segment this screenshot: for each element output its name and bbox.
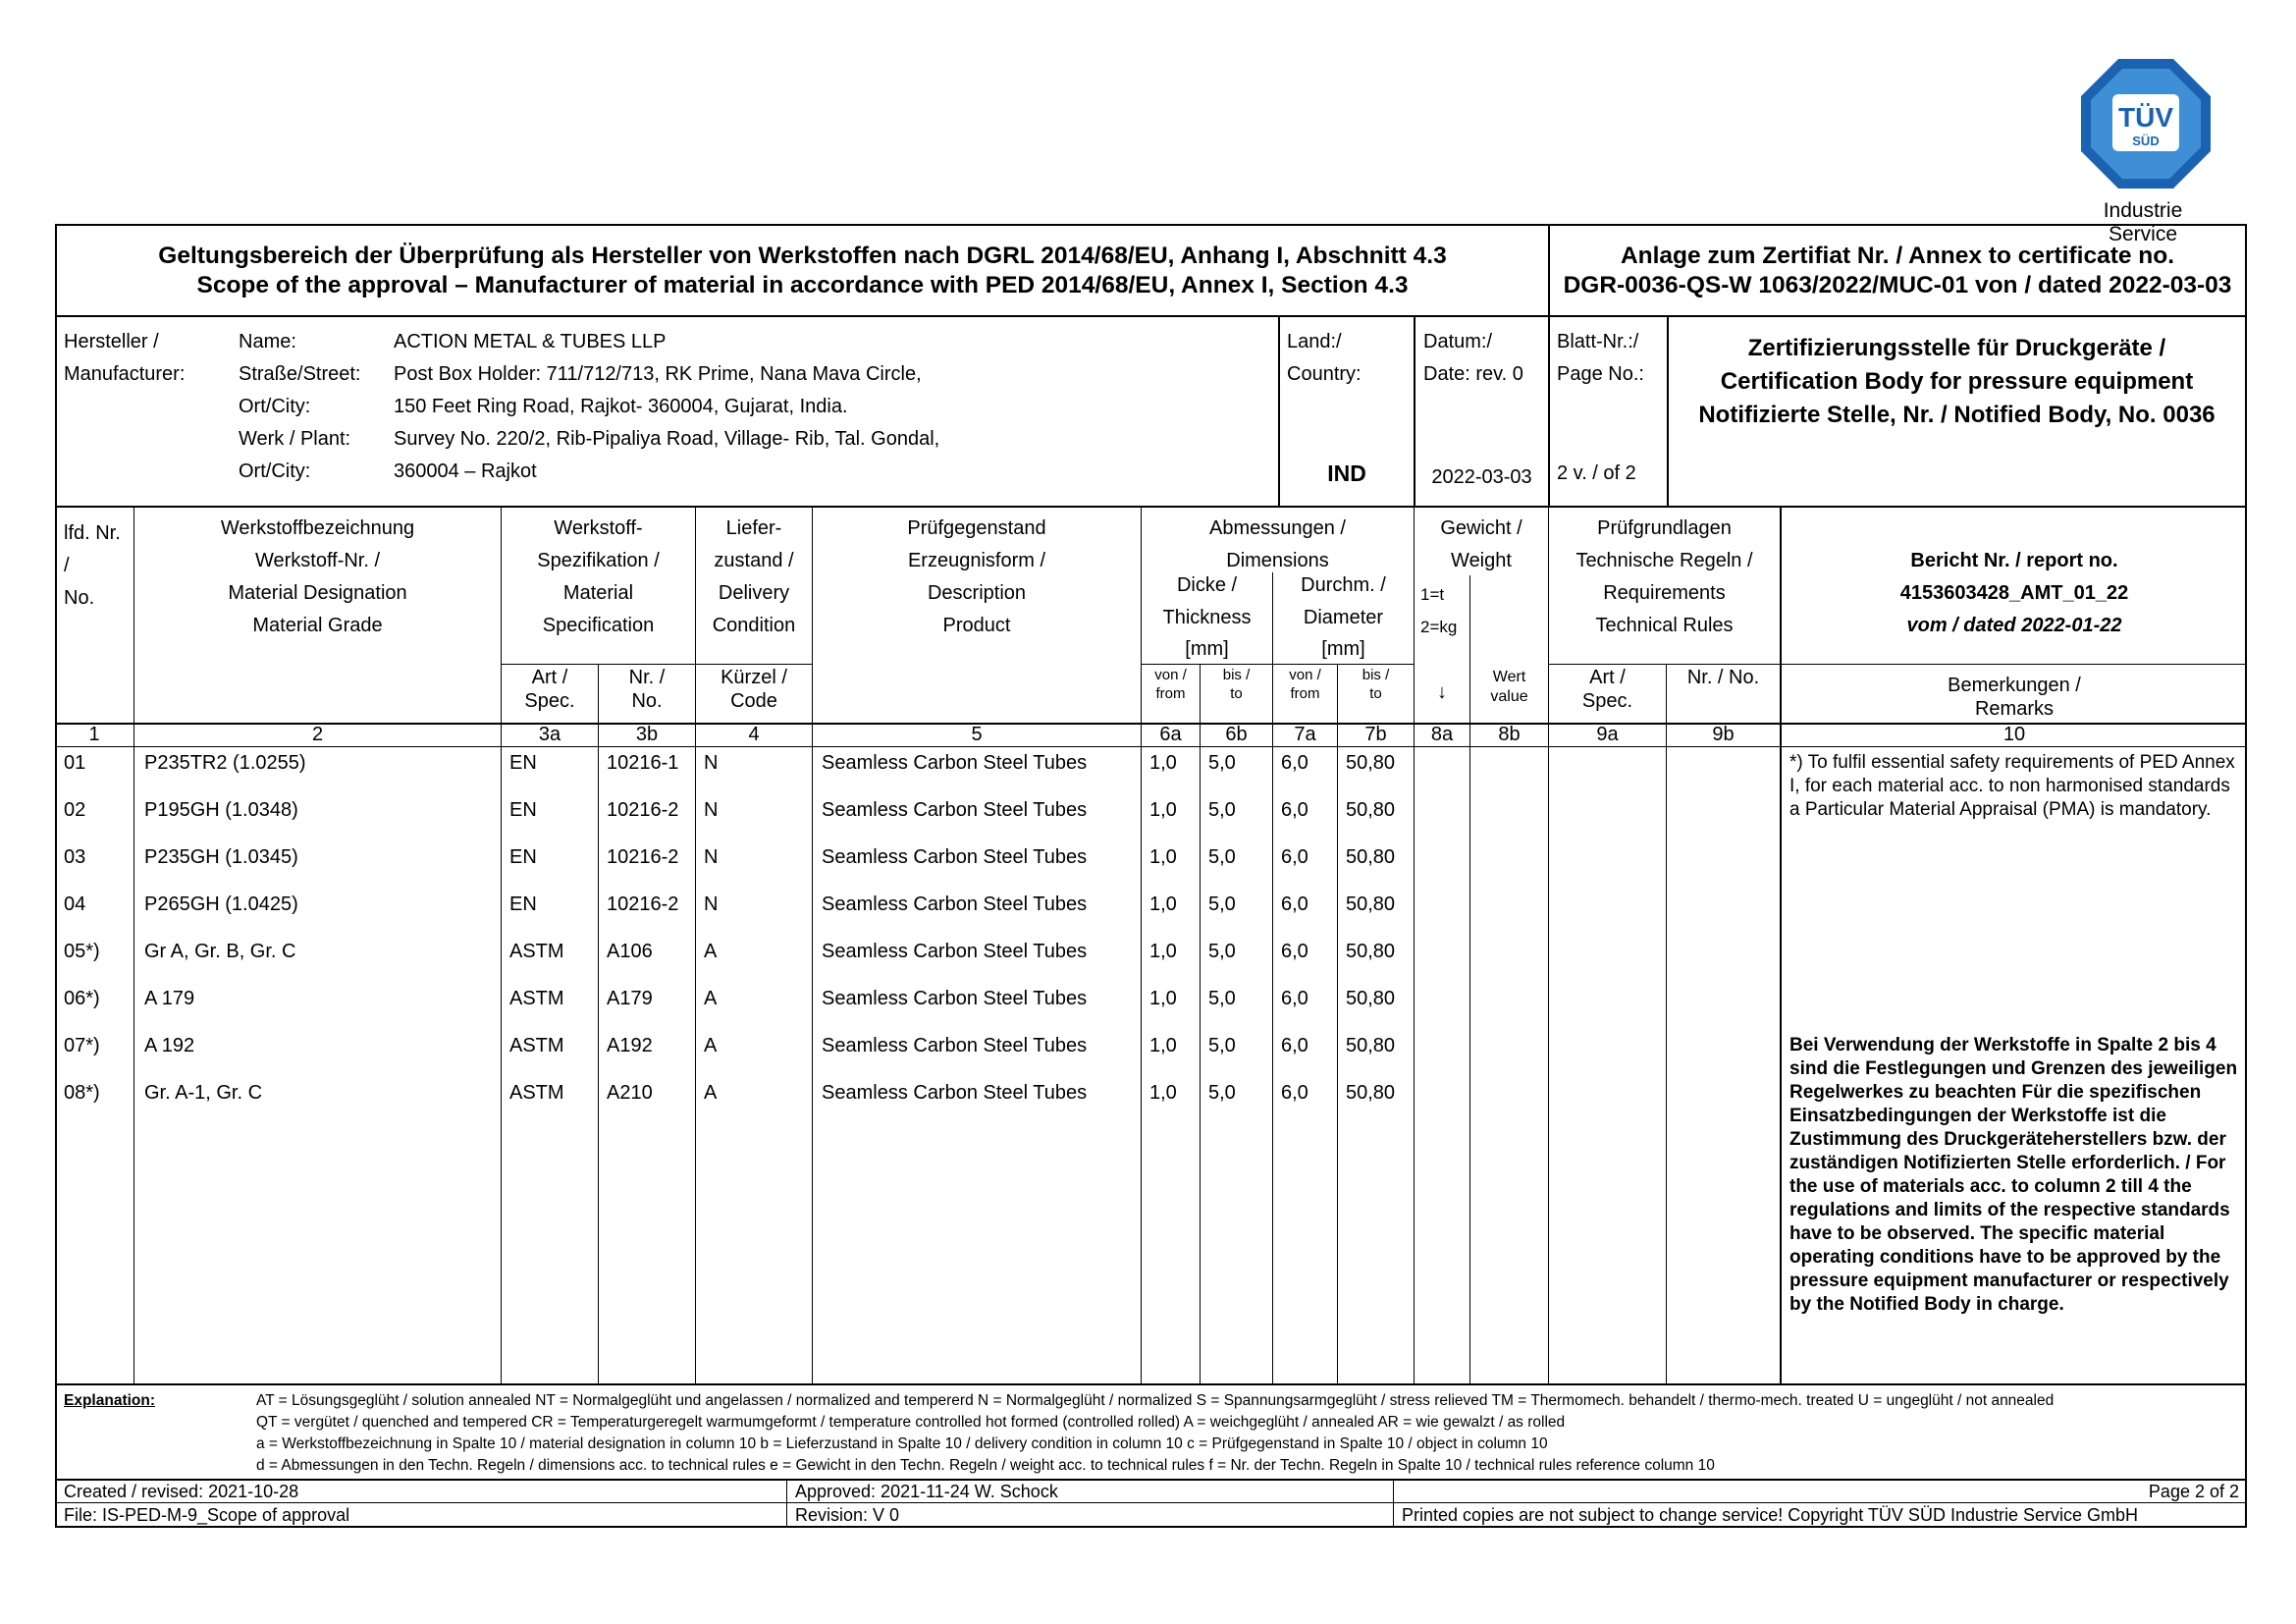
spec-type: EN: [509, 846, 537, 868]
diameter-to: 50,80: [1346, 893, 1396, 915]
col-delivery-4: Condition: [712, 615, 796, 636]
name-label: Name:: [239, 331, 296, 352]
col-num-6a: 6a: [1159, 724, 1182, 745]
spec-type: ASTM: [509, 1082, 564, 1104]
spec-type: ASTM: [509, 941, 564, 962]
spec-number: A210: [607, 1082, 653, 1104]
col-thickness-3: [mm]: [1185, 638, 1229, 660]
spec-number: 10216-1: [607, 752, 679, 774]
thickness-from: 1,0: [1149, 799, 1177, 821]
col-delivery-3: Delivery: [718, 582, 790, 604]
row-number: 01: [64, 752, 86, 774]
diameter-to: 50,80: [1346, 941, 1396, 962]
spec-number: A106: [607, 941, 653, 962]
weight-code-t: 1=t: [1420, 585, 1445, 604]
country-label-2: Country:: [1287, 363, 1362, 385]
explanation-line-4: d = Abmessungen in den Techn. Regeln / dimensions acc. to technical rules e = Gewicht in den Techn. Regeln / weight acc. to technical rules f = Nr. der Techn. Regeln in Spalte 10 / technical rules reference column 10: [256, 1457, 1715, 1474]
col-delivery-code-2: Code: [730, 690, 777, 712]
delivery-code: A: [704, 941, 718, 962]
spec-number: A192: [607, 1035, 653, 1056]
col-spec-2: Spezifikation /: [537, 550, 660, 571]
col-num-7b: 7b: [1364, 724, 1387, 745]
material-grade: P235TR2 (1.0255): [144, 752, 306, 774]
row-number: 02: [64, 799, 86, 821]
material-grade: A 192: [144, 1035, 195, 1056]
delivery-code: A: [704, 1082, 718, 1104]
diameter-from: 6,0: [1281, 799, 1308, 821]
city-label: Ort/City:: [239, 396, 311, 417]
product-description: Seamless Carbon Steel Tubes: [822, 988, 1088, 1009]
material-grade: P195GH (1.0348): [144, 799, 298, 821]
delivery-code: A: [704, 1035, 718, 1056]
col-spec-4: Specification: [542, 615, 655, 636]
col-spec-art-2: Spec.: [524, 690, 575, 712]
thickness-to: 5,0: [1208, 1082, 1236, 1104]
col-weight-2: Weight: [1451, 550, 1512, 571]
col-d-to-2: to: [1369, 685, 1382, 702]
footer-revision: Revision: V 0: [795, 1505, 900, 1525]
plant-city-label: Ort/City:: [239, 460, 311, 482]
thickness-to: 5,0: [1208, 988, 1236, 1009]
col-dims-2: Dimensions: [1226, 550, 1329, 571]
row-number: 04: [64, 893, 86, 915]
spec-type: EN: [509, 799, 537, 821]
col-num-2: 2: [311, 724, 324, 745]
col-num-9a: 9a: [1596, 724, 1619, 745]
col-spec-art-1: Art /: [531, 667, 568, 688]
cert-body-line-2: Certification Body for pressure equipment: [1720, 368, 2194, 395]
explanation-line-2: QT = vergütet / quenched and tempered CR = Temperaturgeregelt warmumgeformt / temperature controlled hot formed (controlled rolled) A = weichgeglüht / annealed AR = wie gewalzt / as rolled: [256, 1414, 1566, 1431]
street-label: Straße/Street:: [239, 363, 361, 385]
col-material-3: Material Designation: [228, 582, 407, 604]
spec-type: ASTM: [509, 1035, 564, 1056]
spec-type: EN: [509, 893, 537, 915]
manufacturer-street: Post Box Holder: 711/712/713, RK Prime, Nana Mava Circle,: [394, 363, 922, 385]
thickness-from: 1,0: [1149, 988, 1177, 1009]
spec-type: EN: [509, 752, 537, 774]
logo-text: TÜV: [2118, 102, 2173, 133]
col-d-to-1: bis /: [1362, 667, 1390, 683]
diameter-from: 6,0: [1281, 988, 1308, 1009]
remark-pma: *) To fulfil essential safety requirements of PED Annex I, for each material acc. to non harmonised standards a Particular Material Appraisal (PMA) is mandatory.: [1789, 752, 2235, 820]
row-number: 05*): [64, 941, 100, 962]
col-rules-art-2: Spec.: [1581, 690, 1633, 712]
col-num-8b: 8b: [1498, 724, 1521, 745]
col-rules-nr: Nr. / No.: [1686, 667, 1760, 688]
row-number: 07*): [64, 1035, 100, 1056]
delivery-code: N: [704, 893, 719, 915]
col-diameter-1: Durchm. /: [1301, 574, 1386, 596]
product-description: Seamless Carbon Steel Tubes: [822, 1082, 1088, 1104]
country-label-1: Land:/: [1287, 331, 1342, 352]
explanation-line-3: a = Werkstoffbezeichnung in Spalte 10 / material designation in column 10 b = Lieferzustand in Spalte 10 / delivery condition in column 10 c = Prüfgegenstand in Spalte 10 / object in column 10: [256, 1435, 1548, 1452]
logo-caption: Industrie Service: [2103, 199, 2183, 245]
col-d-from-2: from: [1290, 685, 1320, 702]
diameter-from: 6,0: [1281, 752, 1308, 774]
report-number: 4153603428_AMT_01_22: [1899, 582, 2129, 604]
row-number: 08*): [64, 1082, 100, 1104]
col-product-1: Prüfgegenstand: [907, 517, 1046, 539]
col-rules-1: Prüfgrundlagen: [1597, 517, 1732, 539]
diameter-to: 50,80: [1346, 988, 1396, 1009]
spec-number: 10216-2: [607, 846, 679, 868]
annex-line-2: DGR-0036-QS-W 1063/2022/MUC-01 von / dated 2022-03-03: [1563, 272, 2232, 298]
diameter-to: 50,80: [1346, 846, 1396, 868]
explanation-label: Explanation:: [64, 1392, 156, 1409]
diameter-from: 6,0: [1281, 1035, 1308, 1056]
col-material-1: Werkstoffbezeichnung: [220, 517, 415, 539]
delivery-code: N: [704, 752, 719, 774]
col-num-9b: 9b: [1712, 724, 1735, 745]
col-d-from-1: von /: [1289, 667, 1321, 683]
report-label: Bericht Nr. / report no.: [1910, 550, 2118, 571]
thickness-from: 1,0: [1149, 941, 1177, 962]
date-label-1: Datum:/: [1423, 331, 1493, 352]
remark-usage: Bei Verwendung der Werkstoffe in Spalte 2 bis 4 sind die Festlegungen und Grenzen des jeweiligen Regelwerkes zu beachten Für die spezifischen Einsatzbedingungen der Werkstoffe ist die Zustimmung des Druckgeräteherstellers bzw. der zuständigen Notifizierten Stelle erforderlich. / For the use of materials acc. to column 2 till 4 the regulations and limits of the respective standards have to be observed. The specific material operating conditions have to be approved by the pressure equipment manufacturer or respectively by the Notified Body in charge.: [1789, 1035, 2238, 1315]
col-t-to-2: to: [1230, 685, 1243, 702]
delivery-code: N: [704, 846, 719, 868]
spec-number: 10216-2: [607, 893, 679, 915]
weight-code-kg: 2=kg: [1420, 618, 1458, 636]
col-lfd-1: lfd. Nr.: [64, 522, 121, 544]
diameter-to: 50,80: [1346, 752, 1396, 774]
col-num-7a: 7a: [1294, 724, 1316, 745]
annex-line-1: Anlage zum Zertifiat Nr. / Annex to certificate no.: [1620, 243, 2175, 269]
product-description: Seamless Carbon Steel Tubes: [822, 799, 1088, 821]
thickness-to: 5,0: [1208, 752, 1236, 774]
thickness-from: 1,0: [1149, 1035, 1177, 1056]
product-description: Seamless Carbon Steel Tubes: [822, 846, 1088, 868]
scope-title-de: Geltungsbereich der Überprüfung als Hersteller von Werkstoffen nach DGRL 2014/68/EU, Anhang I, Abschnitt 4.3: [158, 243, 1447, 269]
thickness-to: 5,0: [1208, 941, 1236, 962]
diameter-to: 50,80: [1346, 799, 1396, 821]
col-num-4: 4: [748, 724, 760, 745]
material-grade: P265GH (1.0425): [144, 893, 298, 915]
footer-file: File: IS-PED-M-9_Scope of approval: [64, 1505, 350, 1525]
col-rules-2: Technische Regeln /: [1575, 550, 1753, 571]
product-description: Seamless Carbon Steel Tubes: [822, 752, 1088, 774]
footer-page: Page 2 of 2: [2148, 1482, 2239, 1501]
explanation-line-1: AT = Lösungsgeglüht / solution annealed NT = Normalgeglüht und angelassen / normalized and tempererd N = Normalgeglüht / normalized S = Spannungsarmgeglüht / stress relieved TM = Thermomech. behandelt / thermo-mech. treated U = ungeglüht / not annealed: [256, 1392, 2055, 1409]
thickness-to: 5,0: [1208, 893, 1236, 915]
country-value: IND: [1327, 460, 1366, 486]
col-product-4: Product: [942, 615, 1011, 636]
col-remarks-2: Remarks: [1974, 698, 2054, 720]
col-spec-3: Material: [562, 582, 634, 604]
scope-title-en: Scope of the approval – Manufacturer of material in accordance with PED 2014/68/EU, Annex I, Section 4.3: [196, 272, 1409, 298]
col-spec-nr-1: Nr. /: [628, 667, 666, 688]
date-value: 2022-03-03: [1431, 466, 1532, 488]
col-num-1: 1: [88, 724, 100, 745]
diameter-from: 6,0: [1281, 941, 1308, 962]
material-grade: P235GH (1.0345): [144, 846, 298, 868]
plant-label: Werk / Plant:: [239, 428, 351, 450]
cert-body-line-1: Zertifizierungsstelle für Druckgeräte /: [1747, 335, 2166, 361]
thickness-from: 1,0: [1149, 893, 1177, 915]
manufacturer-label-2: Manufacturer:: [64, 363, 186, 385]
col-num-8a: 8a: [1430, 724, 1454, 745]
col-delivery-2: zustand /: [714, 550, 794, 571]
col-diameter-3: [mm]: [1321, 638, 1365, 660]
logo-subtext: SÜD: [2132, 134, 2160, 148]
col-remarks-1: Bemerkungen /: [1948, 675, 2081, 696]
thickness-to: 5,0: [1208, 799, 1236, 821]
delivery-code: A: [704, 988, 718, 1009]
product-description: Seamless Carbon Steel Tubes: [822, 941, 1088, 962]
col-rules-4: Technical Rules: [1595, 615, 1734, 636]
product-description: Seamless Carbon Steel Tubes: [822, 893, 1088, 915]
diameter-to: 50,80: [1346, 1035, 1396, 1056]
spec-number: A179: [607, 988, 653, 1009]
diameter-from: 6,0: [1281, 893, 1308, 915]
col-spec-1: Werkstoff-: [554, 517, 643, 539]
thickness-from: 1,0: [1149, 1082, 1177, 1104]
col-num-3a: 3a: [538, 724, 561, 745]
col-lfd-2: /: [64, 555, 70, 576]
plant-city: 360004 – Rajkot: [394, 460, 537, 482]
spec-number: 10216-2: [607, 799, 679, 821]
col-t-to-1: bis /: [1222, 667, 1251, 683]
thickness-from: 1,0: [1149, 752, 1177, 774]
col-thickness-2: Thickness: [1162, 607, 1252, 628]
tuv-sud-logo: [2079, 57, 2213, 190]
manufacturer-label-1: Hersteller /: [64, 331, 159, 352]
thickness-to: 5,0: [1208, 846, 1236, 868]
col-diameter-2: Diameter: [1303, 607, 1384, 628]
thickness-from: 1,0: [1149, 846, 1177, 868]
page-label-2: Page No.:: [1557, 363, 1644, 385]
col-t-from-2: from: [1155, 685, 1186, 702]
col-dims-1: Abmessungen /: [1209, 517, 1346, 539]
cert-body-line-3: Notifizierte Stelle, Nr. / Notified Body, No. 0036: [1698, 402, 2216, 428]
diameter-to: 50,80: [1346, 1082, 1396, 1104]
material-grade: A 179: [144, 988, 195, 1009]
col-material-2: Werkstoff-Nr. /: [254, 550, 381, 571]
col-weight-value-2: value: [1490, 688, 1528, 705]
page-label-1: Blatt-Nr.:/: [1557, 331, 1639, 352]
col-rules-art-1: Art /: [1589, 667, 1626, 688]
col-spec-nr-2: No.: [631, 690, 663, 712]
col-weight-value-1: Wert: [1492, 669, 1526, 685]
col-material-4: Material Grade: [252, 615, 383, 636]
product-description: Seamless Carbon Steel Tubes: [822, 1035, 1088, 1056]
col-product-3: Description: [927, 582, 1027, 604]
footer-created: Created / revised: 2021-10-28: [64, 1482, 299, 1501]
col-thickness-1: Dicke /: [1176, 574, 1238, 596]
col-delivery-1: Liefer-: [725, 517, 782, 539]
material-grade: Gr A, Gr. B, Gr. C: [144, 941, 296, 962]
material-grade: Gr. A-1, Gr. C: [144, 1082, 263, 1104]
diameter-from: 6,0: [1281, 1082, 1308, 1104]
col-num-10: 10: [2002, 724, 2026, 745]
col-num-3b: 3b: [635, 724, 659, 745]
col-delivery-code-1: Kürzel /: [721, 667, 787, 688]
manufacturer-name: ACTION METAL & TUBES LLP: [394, 331, 667, 352]
col-rules-3: Requirements: [1603, 582, 1726, 604]
col-weight-1: Gewicht /: [1440, 517, 1522, 539]
page-value: 2 v. / of 2: [1557, 462, 1636, 484]
col-t-from-1: von /: [1154, 667, 1187, 683]
manufacturer-city: 150 Feet Ring Road, Rajkot- 360004, Gujarat, India.: [394, 396, 848, 417]
date-label-2: Date: rev. 0: [1423, 363, 1523, 385]
report-date: vom / dated 2022-01-22: [1906, 615, 2122, 636]
thickness-to: 5,0: [1208, 1035, 1236, 1056]
row-number: 03: [64, 846, 86, 868]
weight-arrow: ↓: [1437, 681, 1447, 703]
diameter-from: 6,0: [1281, 846, 1308, 868]
col-lfd-3: No.: [64, 587, 95, 609]
plant-address: Survey No. 220/2, Rib-Pipaliya Road, Village- Rib, Tal. Gondal,: [394, 428, 940, 450]
col-num-5: 5: [971, 724, 983, 745]
col-num-6b: 6b: [1225, 724, 1248, 745]
spec-type: ASTM: [509, 988, 564, 1009]
footer-copyright: Printed copies are not subject to change service! Copyright TÜV SÜD Industrie Service GmbH: [1402, 1505, 2139, 1525]
row-number: 06*): [64, 988, 100, 1009]
delivery-code: N: [704, 799, 719, 821]
footer-approved: Approved: 2021-11-24 W. Schock: [795, 1482, 1058, 1501]
col-product-2: Erzeugnisform /: [907, 550, 1046, 571]
